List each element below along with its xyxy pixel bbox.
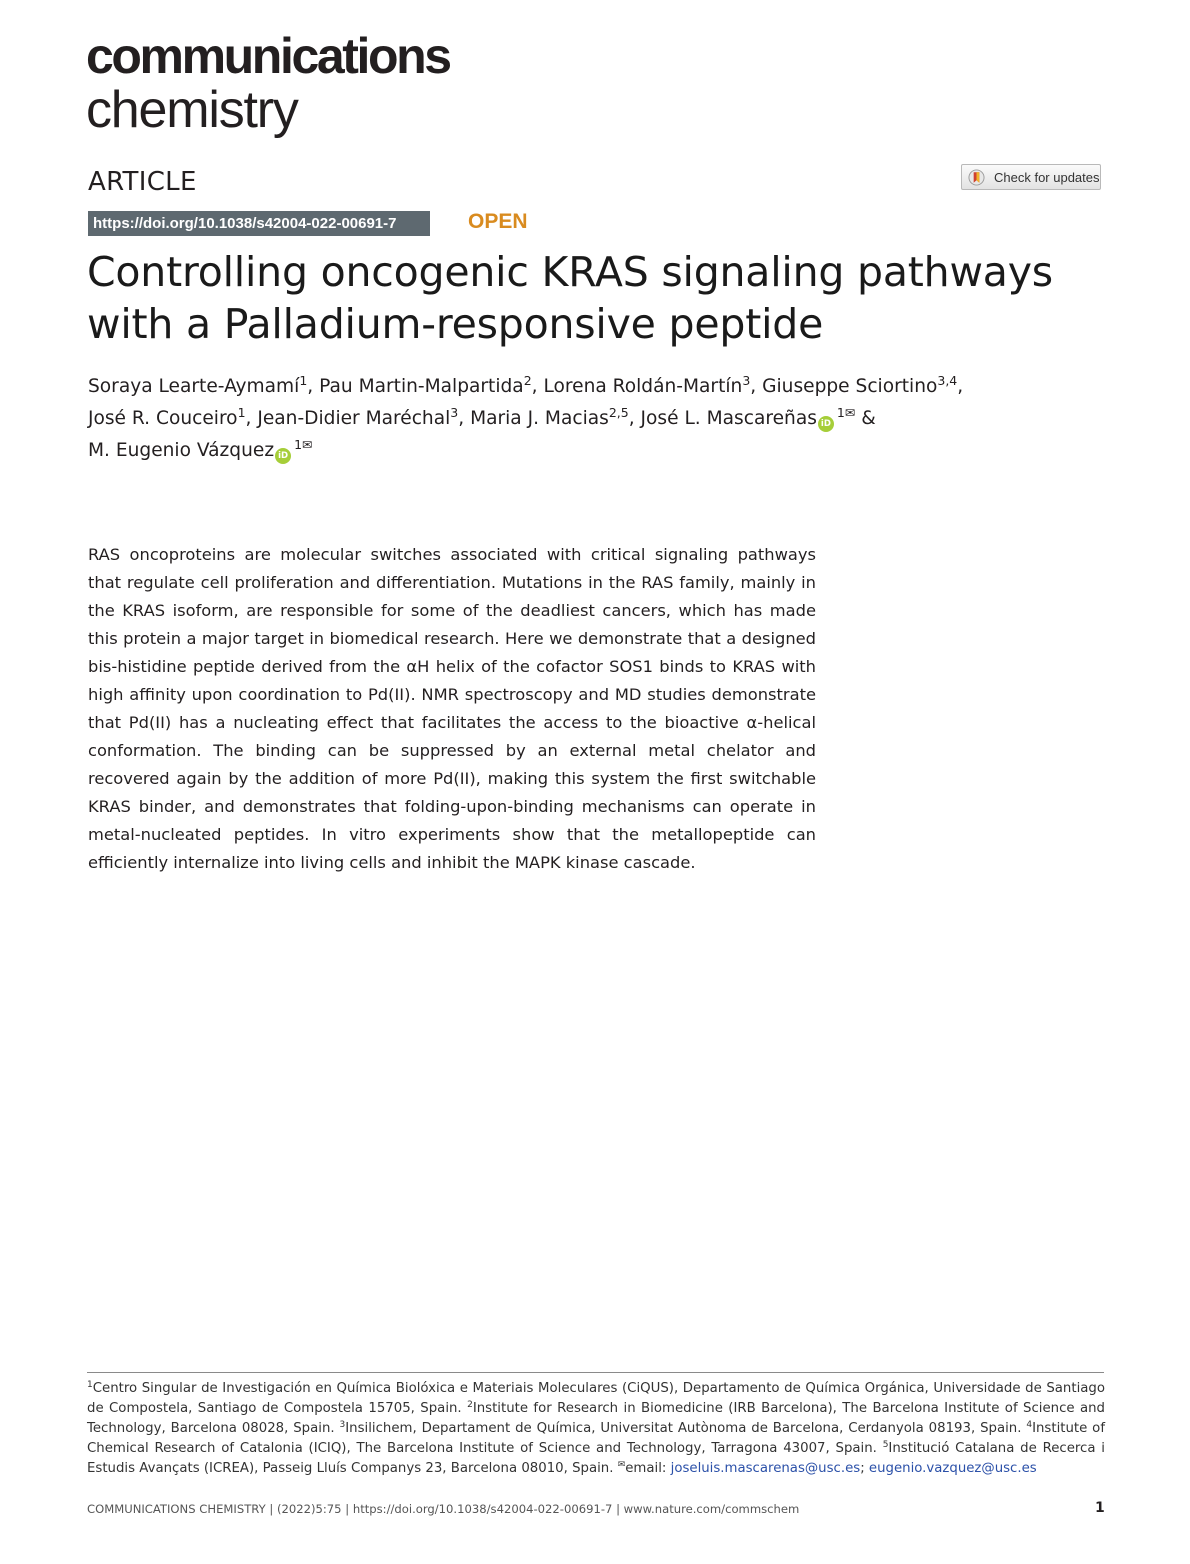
affiliation-ref: 3 [450, 405, 459, 420]
author-name[interactable]: Giuseppe Sciortino [762, 376, 938, 397]
journal-name-line1: communications [86, 28, 450, 84]
check-updates-label: Check for updates [994, 169, 1100, 185]
title-line-1: Controlling oncogenic KRAS signaling pathways [87, 248, 1053, 296]
author-name[interactable]: M. Eugenio Vázquez [88, 440, 275, 461]
affiliations-footnote: $^1$Centro Singular de Investigación en Química Biolóxica e Materiais Moleculares (CiQUS), Departamento de Química Orgánica, Universidade de Santiago de Compostela, Santiago de Compostela 15705, Spain. $^2$Institute for Research in Biomedicine (IRB Barcelona), The Barcelona Institute of Science and Technology, Barcelona 08028, Spain. $^3$Insilichem, Departament de Química, Universitat Autònoma de Barcelona, Cerdanyola 08193, Spain. $^4$Institute of Chemical Research of Catalonia (ICIQ), The Barcelona Institute of Science and Technology, Tarragona 43007, Spain. $^5$Institució Catalana de Recerca i Estudis Avançats (ICREA), Passeig Lluís Companys 23, Barcelona 08010, Spain. ✉email: joseluis.mascarenas@usc.es; eugenio.vazquez@usc.es [87, 1380, 1105, 1476]
affiliation-ref: 2 [523, 373, 532, 388]
orcid-icon[interactable]: iD [818, 416, 834, 432]
affiliation-number: 3 [339, 1420, 346, 1430]
check-for-updates-button[interactable] [961, 164, 1101, 190]
affiliation-number: 2 [467, 1400, 473, 1410]
footnote-divider [87, 1372, 1104, 1373]
page-number: 1 [1095, 1500, 1105, 1516]
author-name[interactable]: Jean-Didier Maréchal [257, 408, 451, 429]
page-footer: COMMUNICATIONS CHEMISTRY | (2022)5:75 | https://doi.org/10.1038/s42004-022-00691-7 | www.nature.com/commschem [87, 1502, 800, 1516]
article-title [87, 246, 1107, 350]
affiliation-number: 4 [1026, 1420, 1033, 1430]
affiliation-ref: 3 [742, 373, 751, 388]
affiliation-ref: 1✉ [294, 437, 313, 452]
affiliation-text: Institute for Research in Biomedicine (IRB Barcelona), The Barcelona Institute of Science and Technology, Barcelona 08028, Spain. [87, 1401, 1105, 1436]
affiliation-ref: 1 [299, 373, 308, 388]
affiliation-text: Institute of Chemical Research of Catalonia (ICIQ), The Barcelona Institute of Science and Technology, Tarragona 43007, Spain. [87, 1421, 1105, 1456]
doi-link[interactable]: https://doi.org/10.1038/s42004-022-00691-7 [88, 211, 430, 236]
email-prefix: email: [625, 1461, 667, 1476]
author-name[interactable]: Soraya Learte-Aymamí [88, 376, 300, 397]
check-updates-icon [968, 169, 985, 186]
affiliation-ref: 1 [237, 405, 246, 420]
author-name[interactable]: José R. Couceiro [88, 408, 238, 429]
abstract-text: RAS oncoproteins are molecular switches associated with critical signaling pathways that regulate cell proliferation and differentiation. Mutations in the RAS family, mainly in the KRAS isoform, are responsible for some of the deadliest cancers, which has made this protein a major target in biomedical research. Here we demonstrate that a designed bis-histidine peptide derived from the αH helix of the cofactor SOS1 binds to KRAS with high affinity upon coordination to Pd(II). NMR spectroscopy and MD studies demonstrate that Pd(II) has a nucleating effect that facilitates the access to the bioactive α-helical conformation. The binding can be suppressed by an external metal chelator and recovered again by the addition of more Pd(II), making this system the first switchable KRAS binder, and demonstrates that folding-upon-binding mechanisms can operate in metal-nucleated peptides. In vitro experiments show that the metallopeptide can efficiently internalize into living cells and inhibit the MAPK kinase cascade. [88, 545, 816, 872]
footer-citation: (2022)5:75 [276, 1502, 342, 1516]
title-line-2: with a Palladium-responsive peptide [87, 300, 824, 348]
author-name[interactable]: Lorena Roldán-Martín [543, 376, 743, 397]
open-access-label: OPEN [468, 210, 528, 233]
envelope-icon: ✉ [617, 1460, 626, 1470]
author-name[interactable]: Pau Martin-Malpartida [319, 376, 524, 397]
author-name[interactable]: José L. Mascareñas [640, 408, 817, 429]
affiliation-number: 1 [87, 1380, 93, 1390]
affiliation-text: Insilichem, Departament de Química, Universitat Autònoma de Barcelona, Cerdanyola 08193, Spain. [345, 1421, 1022, 1436]
affiliation-text: Centro Singular de Investigación en Química Biolóxica e Materiais Moleculares (CiQUS), Departamento de Química Orgánica, Universidade de Santiago de Compostela, Santiago de Compostela 15705, Spain. [87, 1381, 1105, 1416]
affiliation-number: 5 [882, 1440, 889, 1450]
orcid-icon[interactable]: iD [275, 448, 291, 464]
affiliation-ref: 2,5 [608, 405, 629, 420]
affiliation-ref: 1✉ [836, 405, 856, 420]
article-type: ARTICLE [88, 167, 197, 197]
affiliation-text: Institució Catalana de Recerca i Estudis Avançats (ICREA), Passeig Lluís Companys 23, Barcelona 08010, Spain. [87, 1441, 1105, 1476]
author-name[interactable]: Maria J. Macias [470, 408, 609, 429]
affiliation-ref: 3,4 [937, 373, 958, 388]
footer-journal: COMMUNICATIONS CHEMISTRY [87, 1502, 266, 1516]
author-list: Soraya Learte-Aymamí$^1$, Pau Martin-Malpartida$^2$, Lorena Roldán-Martín$^3$, Giuseppe Sciortino$^{3,4}$, José R. Couceiro$^1$, Jean-Didier Maréchal$^3$, Maria J. Macias$^{2,5}$, José L. Mascareñas $iD^{1✉}$ & M. Eugenio Vázquez $iD^{1✉}$ [88, 371, 1118, 467]
footer-website[interactable]: www.nature.com/commschem [623, 1502, 800, 1516]
journal-name-line2: chemistry [86, 81, 298, 139]
footer-doi[interactable]: https://doi.org/10.1038/s42004-022-00691-7 [352, 1502, 613, 1516]
email-link-mascarenas[interactable]: joseluis.mascarenas@usc.es [670, 1461, 861, 1476]
email-link-vazquez[interactable]: eugenio.vazquez@usc.es [868, 1461, 1037, 1476]
